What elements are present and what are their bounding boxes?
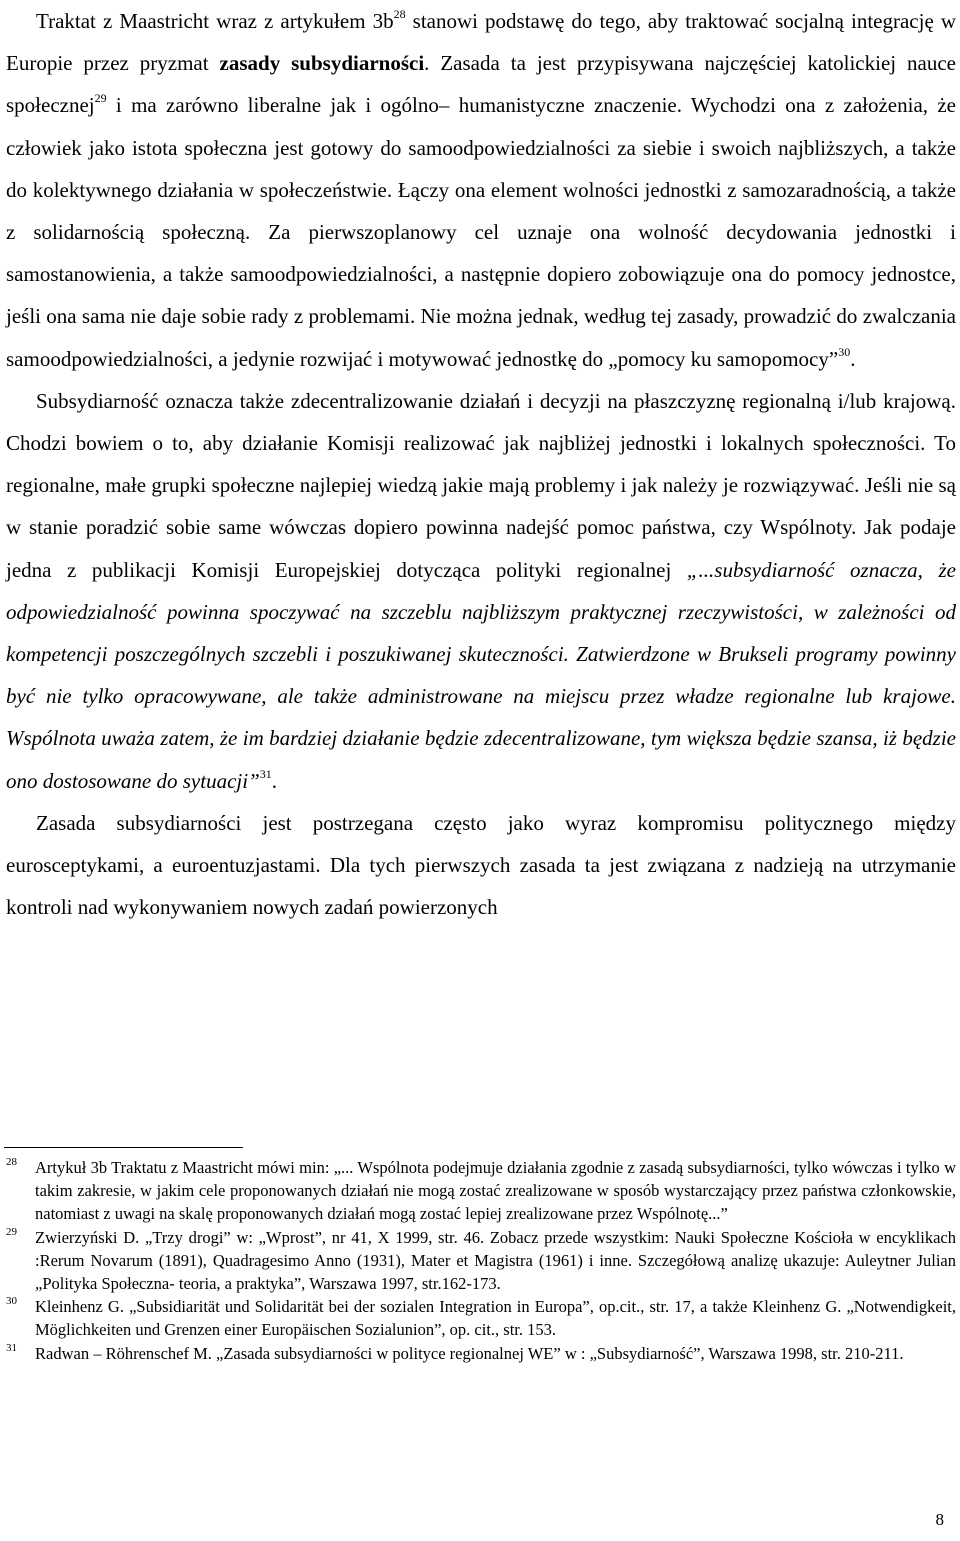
body-text bbox=[6, 0, 956, 928]
footnote-number: 30 bbox=[6, 1295, 17, 1308]
paragraph-3: Zasada subsydiarności jest postrzegana często jako wyraz kompromisu politycznego między eurosceptykami, a euroentuzjastami. Dla tych pierwszych zasada ta jest związana z nadzieją na utrzymanie kontroli nad wykonywaniem nowych zadań powierzonych bbox=[6, 810, 956, 920]
bold-term: zasady subsydiarności bbox=[219, 51, 425, 76]
footnote-number: 29 bbox=[6, 1225, 17, 1238]
footnotes bbox=[6, 1156, 956, 1365]
text-span: . Zasada ta jest przypisywana najczęściej katolickiej nauce społecznej bbox=[6, 51, 957, 118]
footnote-number: 28 bbox=[6, 1156, 17, 1168]
text-span: . bbox=[850, 346, 856, 371]
text-span: Subsydiarność oznacza także zdecentralizowanie działań i decyzji na płaszczyznę regionalną i/lub krajową. Chodzi bowiem o to, aby działanie Komisji realizować jak najbliżej jednostki i lokalnych społeczności. To regionalne, małe grupki społeczne najlepiej wiedzą jakie mają problemy i jak należy je rozwiązywać. Jeśli nie są w stanie poradzić sobie same wówczas dopiero powinna nadejść pomoc państwa, czy Wspólnoty. Jak podaje jedna z publikacji Komisji Europejskiej dotycząca polityki regionalnej bbox=[6, 388, 956, 582]
paragraph-1 bbox=[6, 0, 956, 380]
footnote bbox=[6, 1226, 956, 1296]
text-span: Traktat z Maastricht wraz z artykułem 3b bbox=[36, 9, 394, 33]
page-number: 8 bbox=[935, 1510, 944, 1529]
footnote-ref[interactable]: 29 bbox=[94, 91, 107, 106]
italic-quote: „...subsydiarność oznacza, że odpowiedzialność powinna spoczywać na szczeblu najbliższym praktycznej rzeczywistości, w zależności od kompetencji poszczególnych szczebli i poszukiwanej skuteczności. Zatwierdzone w Brukseli programy powinny być nie tylko opracowywane, ale także administrowane na miejscu przez władze regionalne lub krajowe. Wspólnota uważa zatem, że im bardziej działanie będzie zdecentralizowane, tym większa będzie szansa, iż będzie ono dostosowane do sytuacji” bbox=[6, 557, 956, 793]
footnote bbox=[6, 1342, 956, 1365]
text-span: i ma zarówno liberalne jak i ogólno– humanistyczne znaczenie. Wychodzi ona z założenia, że człowiek jako istota społeczna jest gotowy do samoodpowiedzialności za siebie i swoich najbliższych, a także do kolektywnego działania w społeczeństwie. Łączy ona element wolności jednostki z samozaradnością, a także z solidarnością społeczną. Za pierwszoplanowy cel uznaje ona wolność decydowania jednostki i samostanowienia, a także samoodpowiedzialności, a następnie dopiero zobowiązuje ona do pomocy jednostce, jeśli ona sama nie daje sobie rady z problemami. Nie można jednak, według tej zasady, prowadzić do zwalczania samoodpowiedzialności, a jedynie rozwijać i motywować jednostkę do „pomocy ku samopomocy” bbox=[6, 93, 956, 371]
text-span: . bbox=[271, 768, 278, 793]
footnote-text: Radwan – Röhrenschef M. „Zasada subsydiarności w polityce regionalnej WE” w : „Subsydiarność”, Warszawa 1998, str. 210-211. bbox=[35, 1343, 904, 1363]
text-span: stanowi podstawę do tego, aby traktować socjalną integrację w Europie przez pryzmat bbox=[6, 9, 956, 76]
footnote-text: Artykuł 3b Traktatu z Maastricht mówi min: „... Wspólnota podejmuje działania zgodnie z zasadą subsydiarności, tylko wówczas i tylko w takim zakresie, w jakim cele proponowanych działań nie mogą zostać zrealizowane w sposób wystarczający przez państwa członkowskie, natomiast z uwagi na skalę proponowanych działań mogą zostać lepiej zrealizowane przez Wspólnotę...” bbox=[35, 1158, 956, 1224]
footnote-text: Kleinhenz G. „Subsidiarität und Solidarität bei der sozialen Integration in Europa”, op.cit., str. 17, a także Kleinhenz G. „Notwendigkeit, Möglichkeiten und Grenzen einer Europäischen Sozialunion”, op. cit., str. 153. bbox=[35, 1297, 956, 1340]
footnote-number: 31 bbox=[6, 1341, 17, 1354]
footnote-separator bbox=[4, 1147, 243, 1148]
footnote bbox=[6, 1295, 956, 1341]
footnote-ref[interactable]: 28 bbox=[393, 7, 406, 21]
paragraph-2 bbox=[6, 380, 956, 802]
footnote bbox=[6, 1156, 956, 1226]
footnote-ref[interactable]: 30 bbox=[838, 344, 851, 359]
footnote-text: Zwierzyński D. „Trzy drogi” w: „Wprost”, nr 41, X 1999, str. 46. Zobacz przede wszystkim: Nauki Społeczne Kościoła w encyklikach :Rerum Novarum (1891), Quadragesimo Anno (1931), Mater et Magistra (1961) i inne. Szczegółową analizę ukazuje: Auleytner Julian „Polityka Społeczna- teoria, a praktyka”, Warszawa 1997, str.162-173. bbox=[35, 1227, 956, 1294]
footnote-ref[interactable]: 31 bbox=[259, 766, 272, 781]
